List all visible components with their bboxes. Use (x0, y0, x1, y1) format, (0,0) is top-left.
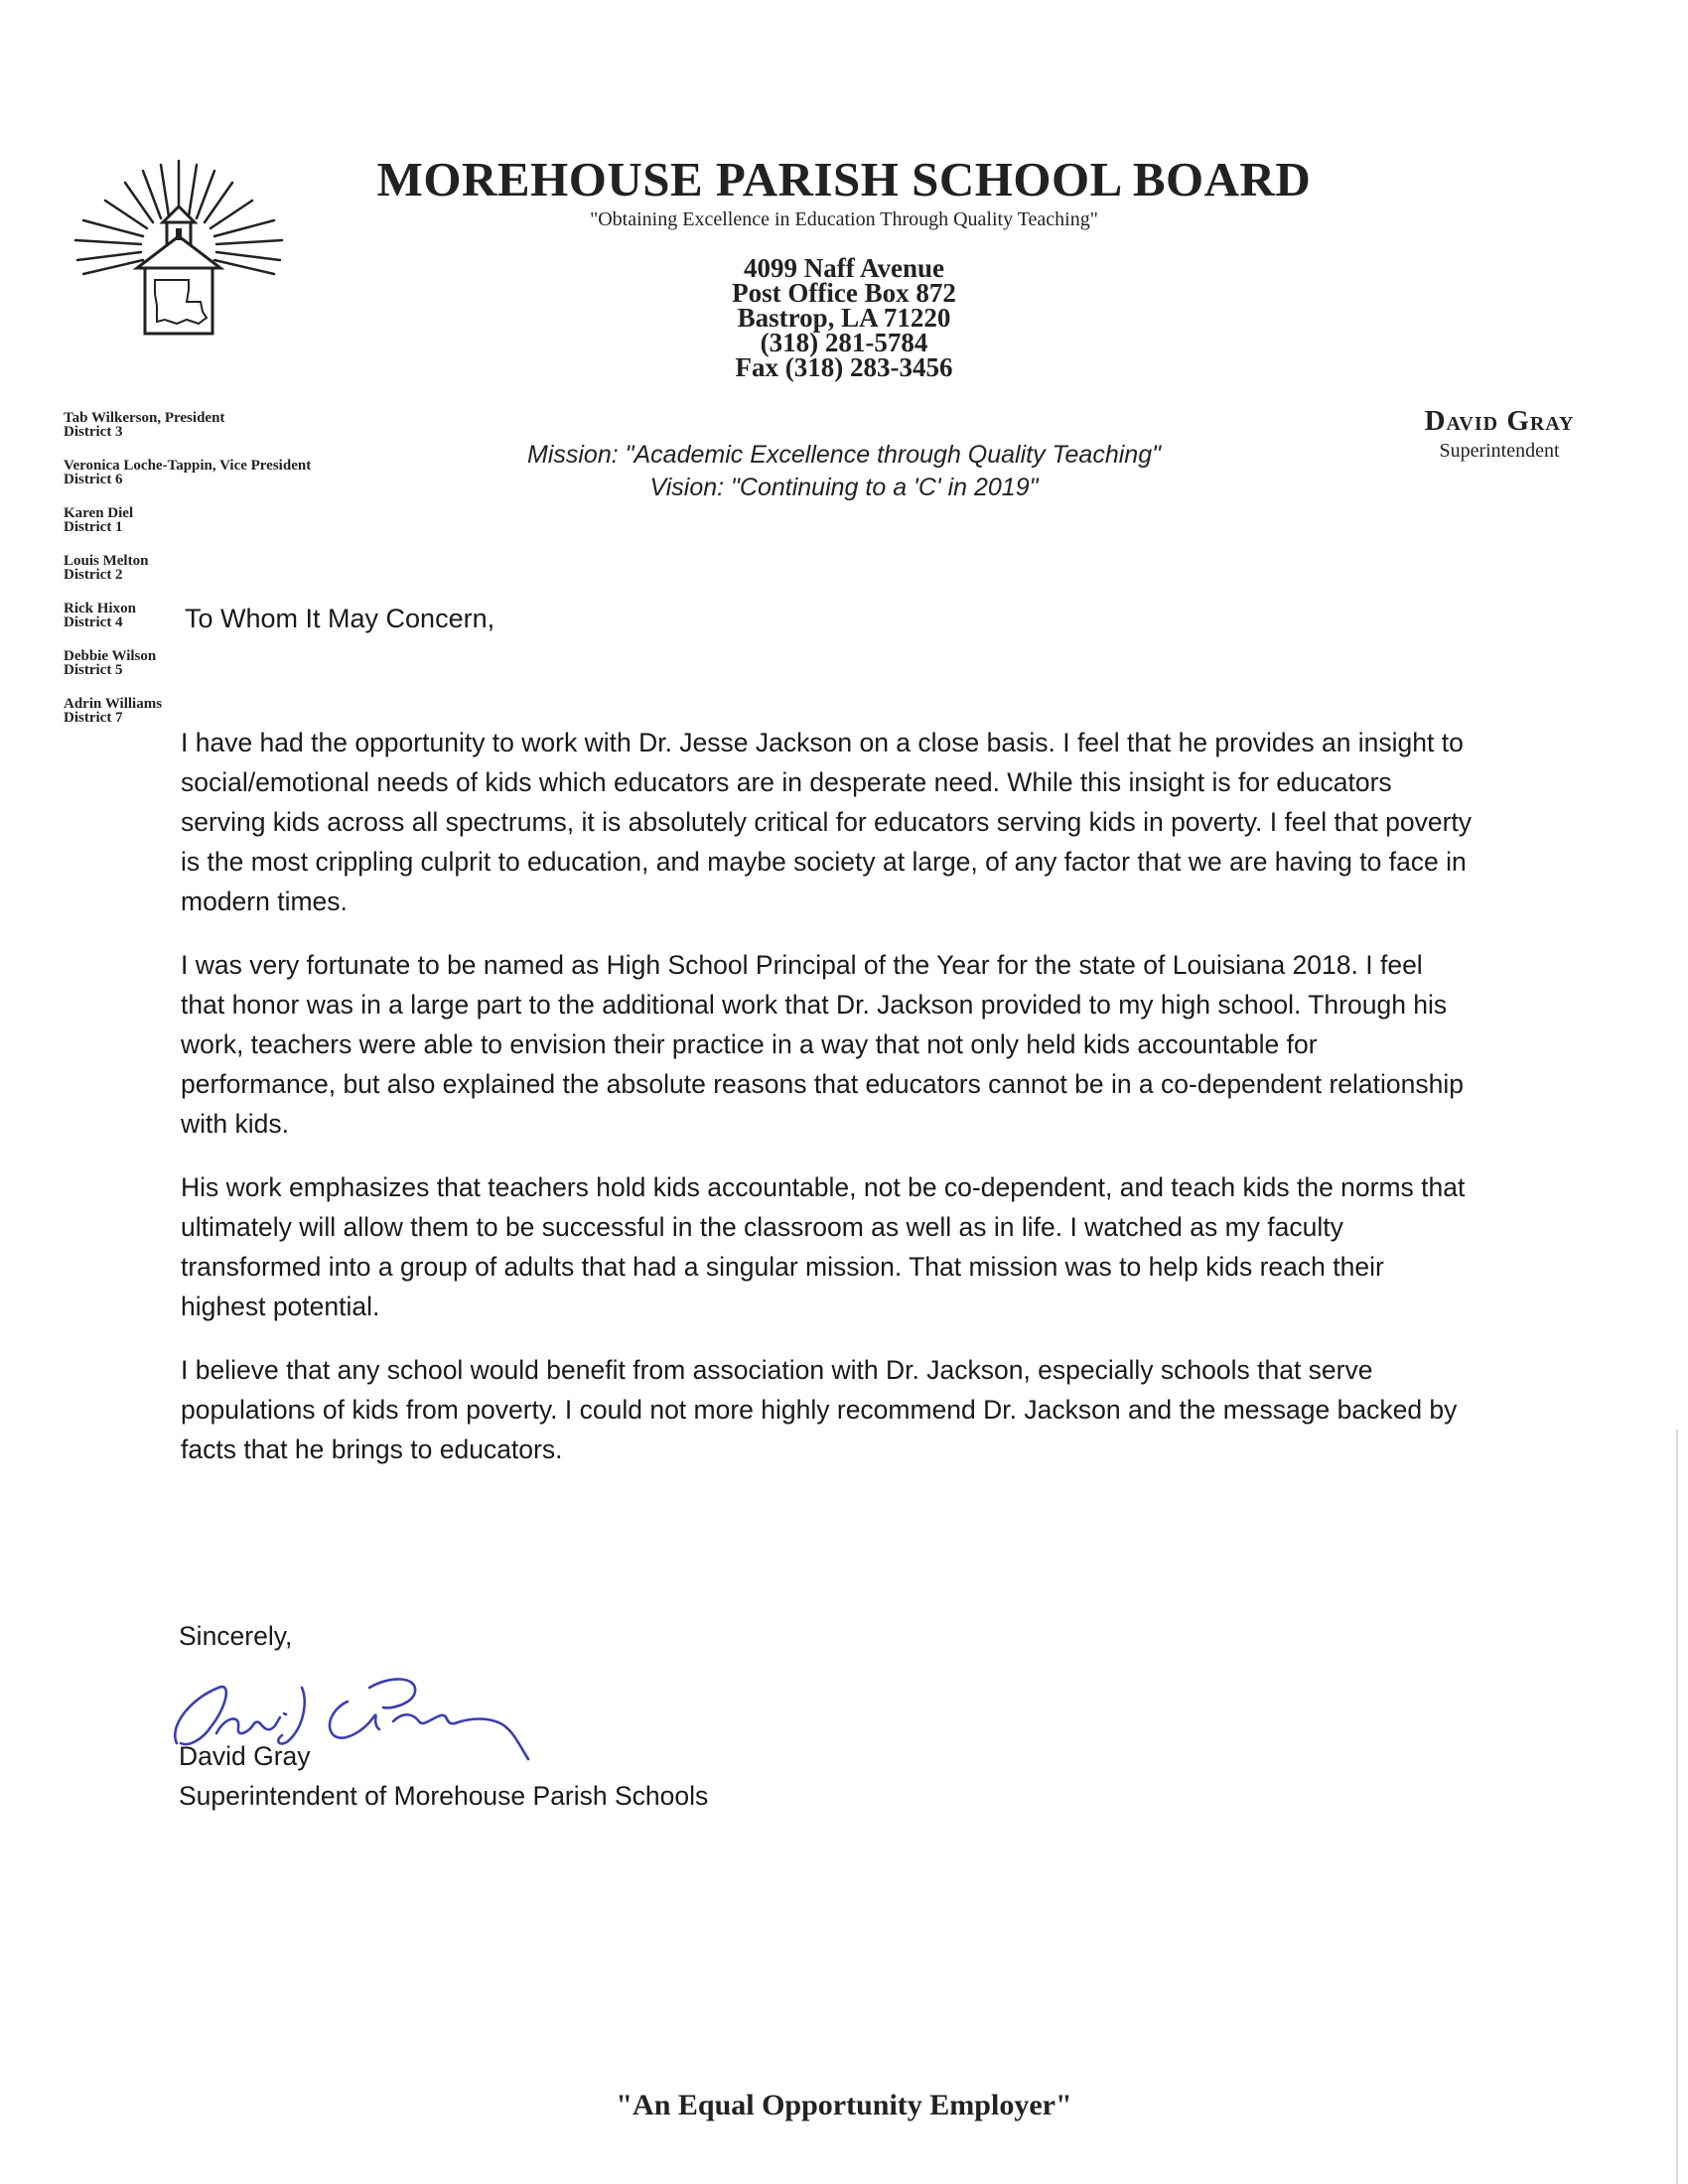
address-street: 4099 Naff Avenue (744, 253, 944, 283)
board-member (64, 458, 312, 487)
vision-statement: Vision: "Continuing to a 'C' in 2019" (649, 474, 1039, 501)
address-phone: (318) 281-5784 (760, 328, 928, 357)
board-member-district: District 3 (64, 424, 123, 440)
board-member-name: Debbie Wilson (64, 648, 157, 664)
footer-eoe-statement: "An Equal Opportunity Employer" (616, 2089, 1072, 2121)
letter-paragraph: I believe that any school would benefit from association with Dr. Jackson, especially schools that serve populations of kids from poverty. I could not more highly recommend Dr. Jackson and the message backed by facts that he brings to educators. (181, 1355, 1458, 1464)
board-member-name: Karen Diel (64, 505, 134, 521)
salutation: To Whom It May Concern, (185, 604, 495, 633)
board-member-name: Louis Melton (64, 553, 149, 569)
board-member-district: District 2 (64, 567, 123, 583)
org-name: MOREHOUSE PARISH SCHOOL BOARD (376, 152, 1312, 206)
board-member-name: Rick Hixon (64, 601, 136, 616)
superintendent-title: Superintendent (1439, 440, 1560, 462)
closing-word: Sincerely, (179, 1621, 293, 1651)
org-motto: "Obtaining Excellence in Education Through Quality Teaching" (590, 208, 1098, 230)
board-member-district: District 6 (64, 472, 123, 487)
schoolhouse-logo-icon (70, 157, 288, 336)
board-member (64, 506, 262, 534)
address-city-state-zip: Bastrop, LA 71220 (737, 303, 951, 333)
address-fax: Fax (318) 283-3456 (735, 352, 953, 382)
board-member (64, 649, 262, 677)
superintendent-name: David Gray (1424, 405, 1575, 437)
mission-statement: Mission: "Academic Excellence through Quality Teaching" (527, 441, 1161, 469)
board-member-district: District 4 (64, 614, 123, 630)
scan-edge-divider (1676, 1430, 1678, 2184)
board-member (64, 554, 262, 582)
letter-paragraph: His work emphasizes that teachers hold kids accountable, not be co-dependent, and teach kids the norms that ultimately will allow them to be successful in the classroom as well as in life. I watched as my faculty transformed into a group of adults that had a singular mission. That mission was to help kids reach their highest potential. (181, 1172, 1466, 1321)
letter-paragraph: I was very fortunate to be named as High School Principal of the Year for the state of Louisiana 2018. I feel that honor was in a large part to the additional work that Dr. Jackson provided to my high school. Through his work, teachers were able to envision their practice in a way that not only held kids accountable for performance, but also explained the absolute reasons that educators cannot be in a co-dependent relationship with kids. (181, 950, 1465, 1139)
board-member-name: Adrin Williams (64, 696, 163, 712)
board-member-list (64, 410, 312, 745)
board-member-name: Tab Wilkerson, President (64, 410, 225, 426)
signer-name: David Gray (179, 1741, 311, 1771)
letter-paragraph: I have had the opportunity to work with Dr. Jesse Jackson on a close basis. I feel that he provides an insight to social/emotional needs of kids which educators are in desperate need. While this insight is for educators serving kids across all spectrums, it is absolutely critical for educators serving kids in poverty. I feel that poverty is the most crippling culprit to education, and maybe society at large, of any factor that we are having to face in modern times. (181, 728, 1473, 916)
board-member-district: District 7 (64, 710, 123, 726)
signer-title: Superintendent of Morehouse Parish Schools (179, 1781, 709, 1811)
mission-vision (467, 439, 1221, 504)
letter-body (181, 723, 1472, 1493)
superintendent-block (1370, 405, 1628, 463)
address-po-box: Post Office Box 872 (732, 278, 956, 308)
address-block (655, 253, 1033, 382)
board-member (64, 411, 262, 439)
board-member-name: Veronica Loche-Tappin, Vice President (64, 458, 312, 474)
board-member-district: District 1 (64, 519, 123, 535)
board-member-district: District 5 (64, 662, 123, 678)
board-member (64, 697, 262, 725)
